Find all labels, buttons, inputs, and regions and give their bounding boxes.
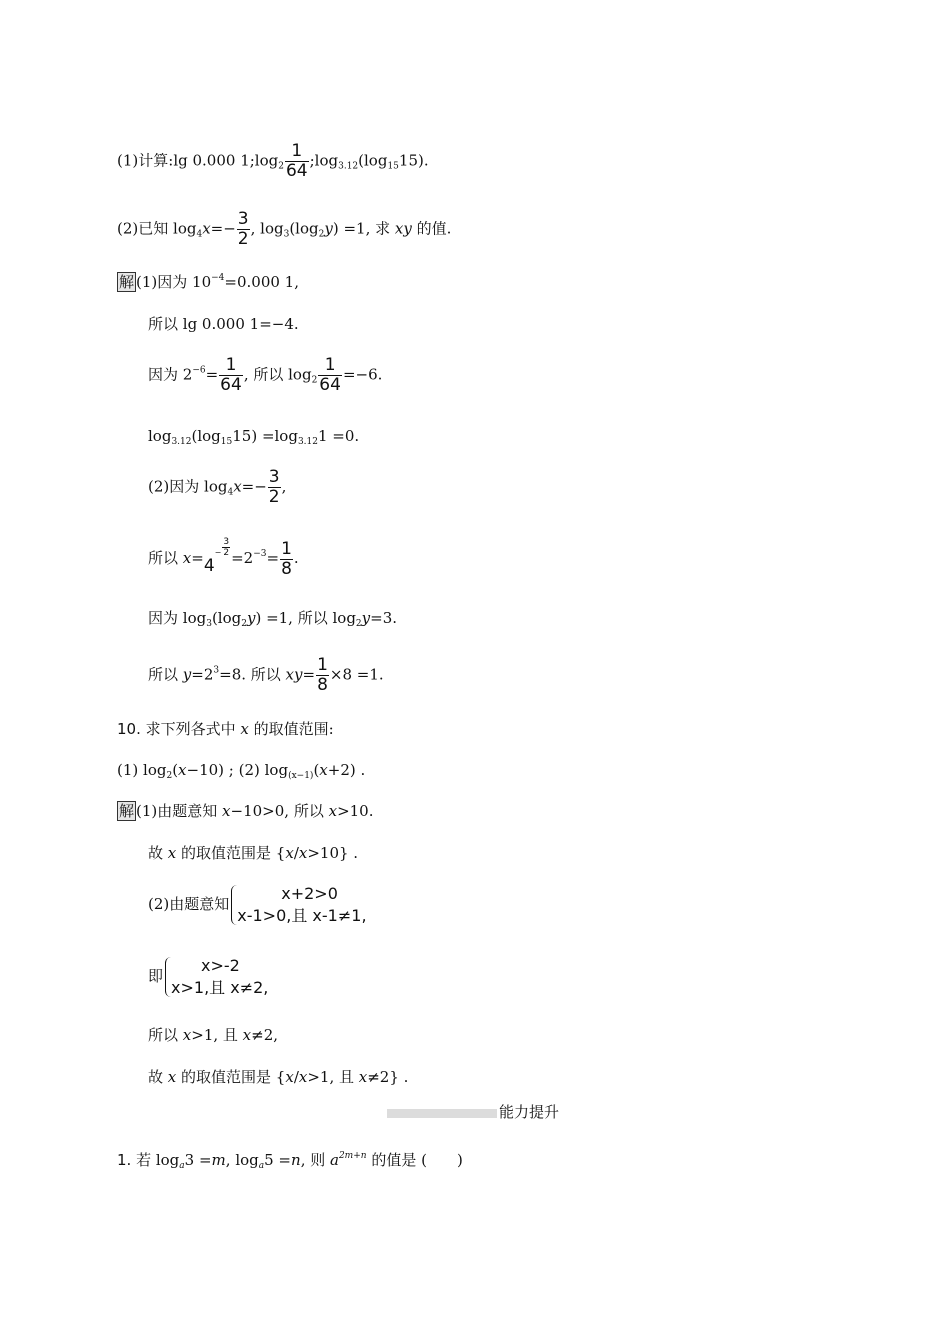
text: , 则	[300, 1151, 330, 1169]
text: 即	[148, 967, 164, 985]
section-bar	[387, 1109, 497, 1118]
text: =2	[191, 665, 214, 684]
separator: ;	[309, 151, 315, 170]
q10-title	[117, 719, 334, 739]
var-y: y	[182, 665, 192, 684]
log-base: 3.12	[297, 437, 318, 447]
log-base: 3	[206, 619, 212, 629]
denominator: 8	[281, 558, 292, 579]
text: 15) =log	[232, 427, 298, 445]
sol2-line3	[148, 883, 367, 927]
text: (log	[289, 219, 319, 238]
exponent-fraction	[222, 537, 230, 558]
equals: =	[302, 665, 316, 684]
var-x: x	[182, 549, 192, 567]
sol1-line6	[148, 537, 299, 579]
var-x: x	[298, 1068, 308, 1086]
text: 的值是 ( )	[366, 1151, 463, 1169]
numerator: 3	[237, 209, 249, 229]
var-n: n	[291, 1151, 301, 1169]
denominator: 8	[317, 675, 328, 695]
text: (1)因为 10	[136, 273, 212, 291]
var-x: x	[167, 1068, 177, 1086]
var-x: x	[233, 477, 242, 496]
text: , 所以 log	[243, 365, 312, 384]
text: , log	[250, 219, 284, 238]
q9-part1-label: (1)计算:	[117, 151, 174, 170]
var-x: x	[285, 844, 294, 862]
log-base: 4	[227, 487, 234, 498]
exponent: −4	[211, 273, 225, 283]
var-x: x	[167, 844, 177, 862]
text: 1 =0.	[318, 427, 360, 445]
log-base: 3.12	[338, 161, 359, 172]
var-x: x	[222, 802, 231, 820]
fraction-1-64	[318, 356, 342, 395]
text: >10.	[337, 802, 374, 820]
log-base: 15	[387, 161, 399, 172]
text: 5 =	[264, 1151, 292, 1169]
text: ) =1, 所以 log	[255, 609, 356, 627]
section-title: 能力提升	[499, 1103, 560, 1121]
text: >1, 且	[191, 1026, 243, 1044]
text: , log	[225, 1151, 259, 1169]
q9-part2-label: (2)已知 log	[117, 219, 197, 238]
var-y: y	[324, 219, 333, 238]
text: (log	[211, 609, 242, 627]
inequality-system-2	[163, 955, 268, 999]
exponent: 2m+n	[338, 1151, 367, 1161]
system-row: x+2>0	[281, 884, 338, 903]
numerator: 1	[317, 655, 328, 675]
sol2-line4	[148, 955, 268, 999]
inequality-system-1	[229, 883, 366, 927]
log-base: 2	[311, 375, 318, 386]
text: 3 =	[184, 1151, 212, 1169]
text: /	[293, 1068, 299, 1086]
var-xy: xy	[285, 665, 303, 684]
system-row: x>-2	[201, 956, 240, 975]
var-x: x	[298, 844, 308, 862]
var-x: x	[178, 761, 187, 779]
var-x: x	[242, 1026, 252, 1044]
base-four: 4	[203, 556, 215, 576]
sol1-line1	[117, 272, 299, 292]
var-x: x	[202, 219, 211, 238]
var-xy: xy	[394, 219, 412, 238]
text: >1, 且	[307, 1068, 359, 1086]
equals: =	[191, 549, 204, 567]
text: =2	[231, 549, 254, 567]
q10-parts	[117, 760, 365, 780]
text: 所以 lg 0.000 1=−4.	[148, 315, 299, 333]
log-base: a	[258, 1161, 265, 1171]
var-x: x	[319, 761, 328, 779]
numerator: 3	[268, 467, 280, 487]
numerator: 1	[318, 356, 342, 376]
var-x: x	[240, 720, 249, 738]
text: 的值.	[411, 219, 452, 238]
numerator: 1	[219, 356, 243, 376]
text: >10} .	[307, 844, 359, 862]
log-base: 3	[283, 229, 290, 240]
numerator: 3	[223, 537, 230, 547]
text: 的取值范围是 {	[176, 1068, 286, 1086]
text: (1) log	[117, 761, 167, 779]
text: 因为 log	[148, 609, 207, 627]
text: 故	[148, 1068, 168, 1086]
log-base: 2	[318, 229, 325, 240]
text: 求下列各式中	[140, 720, 241, 738]
denominator: 2	[237, 229, 249, 249]
text: =0.000 1,	[224, 273, 299, 291]
log-open: (log	[358, 151, 388, 170]
sol1-line2	[148, 314, 299, 334]
var-m: m	[211, 1151, 226, 1169]
exponent: −6	[192, 365, 206, 376]
q1-line	[117, 1150, 463, 1170]
text: ≠2,	[251, 1026, 279, 1044]
solution-badge: 解	[119, 273, 135, 291]
text: ) =1, 求	[332, 219, 395, 238]
equals: =	[205, 365, 219, 384]
sol2-line6	[148, 1067, 408, 1087]
denominator: 2	[268, 487, 280, 507]
exponent: −3	[253, 549, 267, 559]
text: 所以	[148, 665, 183, 684]
text: =−6.	[342, 365, 383, 384]
sol1-line5	[148, 468, 286, 507]
log-text: log	[314, 151, 339, 170]
text: −10>0, 所以	[230, 802, 329, 820]
text: 若 log	[131, 1151, 180, 1169]
text: (log	[191, 427, 221, 445]
section-header	[387, 1102, 559, 1122]
sol1-line4	[148, 426, 359, 446]
question-number: 1.	[117, 1151, 132, 1169]
text: 所以	[148, 549, 183, 567]
text: (	[313, 761, 320, 779]
text: =8. 所以	[219, 665, 286, 684]
q9-part1	[117, 142, 429, 181]
text: .	[293, 549, 299, 567]
text: 的取值范围是 {	[176, 844, 286, 862]
log-base: 15	[220, 437, 233, 447]
text: log	[148, 427, 172, 445]
denominator: 64	[319, 375, 341, 395]
text: =3.	[370, 609, 398, 627]
system-row: x>1,且 x≠2,	[171, 978, 269, 997]
text: +2) .	[327, 761, 366, 779]
log-base: 4	[196, 229, 203, 240]
var-x: x	[285, 1068, 294, 1086]
sol2-line1	[117, 801, 374, 821]
equals-neg: =−	[210, 219, 236, 238]
equals-neg: =−	[241, 477, 267, 496]
system-row: x-1>0,且 x-1≠1,	[237, 906, 367, 925]
q9-part1-expr1: lg 0.000 1;	[173, 151, 255, 170]
sol1-line7	[148, 608, 397, 628]
var-x: x	[328, 802, 338, 820]
fraction-1-64	[219, 356, 243, 395]
var-y: y	[361, 609, 371, 627]
log-base: 3.12	[171, 437, 192, 447]
numerator: 1	[285, 142, 309, 162]
question-number: 10.	[117, 720, 141, 738]
log-base: 2	[278, 161, 284, 172]
text: 故	[148, 844, 168, 862]
solution-badge: 解	[119, 802, 135, 820]
exponent-sign: −	[214, 548, 222, 557]
log-base: 2	[241, 619, 247, 629]
text: 的取值范围:	[248, 720, 334, 738]
text: ,	[281, 477, 287, 496]
log-text: log	[254, 151, 279, 170]
fraction-1-8	[280, 540, 293, 579]
fraction-3-2	[268, 468, 281, 507]
text: −10) ; (2) log	[186, 761, 289, 779]
denominator: 64	[285, 161, 308, 181]
text: (1)由题意知	[136, 802, 223, 820]
text: (2)由题意知	[148, 895, 230, 913]
text: 所以	[148, 1026, 183, 1044]
fraction-1-8	[316, 656, 329, 695]
exponent: 3	[213, 665, 220, 676]
fraction-1-64	[285, 142, 309, 181]
text: ×8 =1.	[329, 665, 384, 684]
text: (2)因为 log	[148, 477, 228, 496]
text: /	[293, 844, 299, 862]
log-base: 2	[166, 771, 173, 781]
sol2-line5	[148, 1025, 278, 1045]
text: 因为 2	[148, 365, 193, 384]
sol2-line2	[148, 843, 358, 863]
sol1-line8	[148, 656, 384, 695]
var-a: a	[330, 1151, 339, 1169]
sol1-line3	[148, 356, 382, 395]
fraction-3-2	[237, 210, 250, 249]
var-y: y	[246, 609, 256, 627]
var-x: x	[358, 1068, 368, 1086]
denominator: 64	[220, 375, 242, 395]
denominator: 2	[223, 548, 230, 558]
log-base: (x−1)	[288, 771, 314, 781]
log-base: a	[179, 1161, 185, 1171]
q9-part2	[117, 210, 451, 249]
text: (	[172, 761, 179, 779]
log-close: 15).	[398, 151, 429, 170]
var-x: x	[182, 1026, 192, 1044]
equals: =	[266, 549, 280, 567]
log-base: 2	[355, 619, 362, 629]
text: ≠2} .	[367, 1068, 409, 1086]
numerator: 1	[281, 538, 292, 559]
